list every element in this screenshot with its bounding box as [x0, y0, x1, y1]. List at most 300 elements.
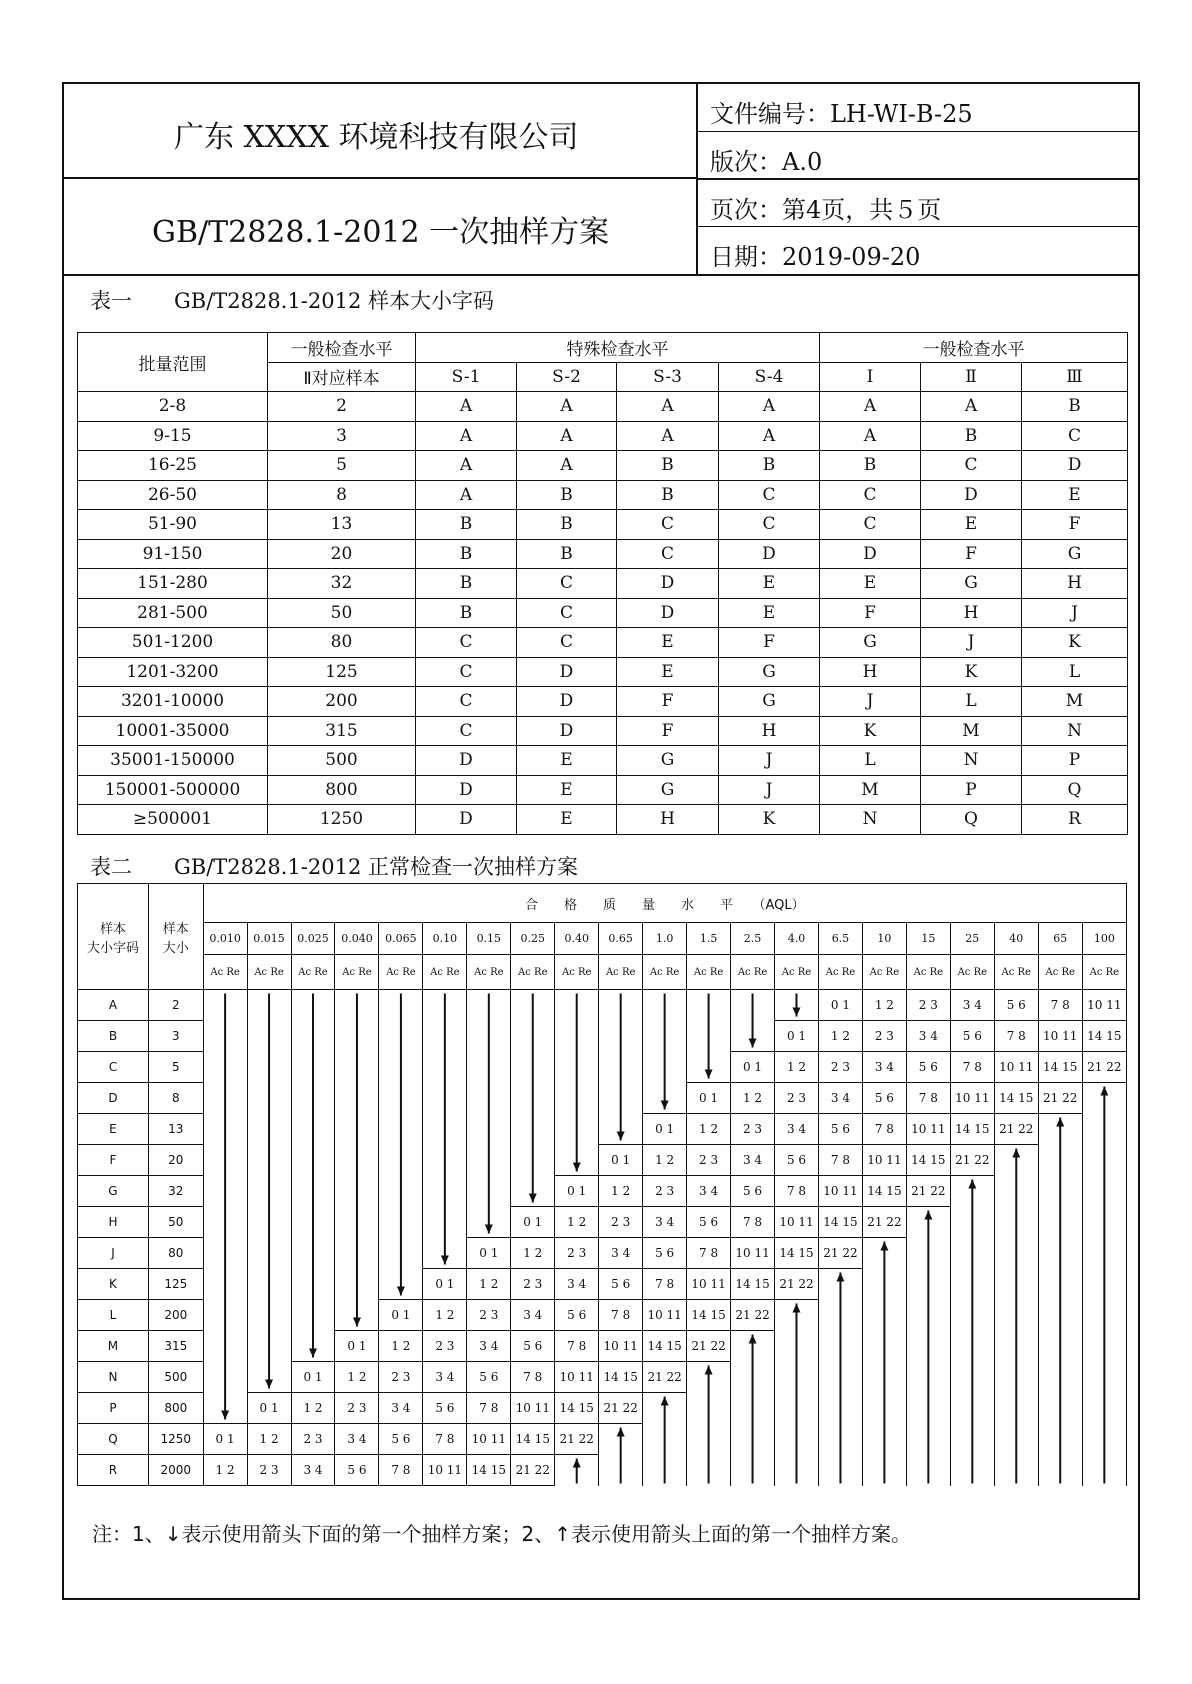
code-letter-cell: C — [617, 539, 719, 569]
plan-cell — [906, 1300, 950, 1331]
ac-re-plan-cell: 14 15 — [862, 1176, 906, 1207]
aql-value: 10 — [862, 923, 906, 955]
ac-re-header: Ac Re — [247, 955, 291, 990]
code-letter-cell: E — [820, 569, 921, 599]
plan-cell — [379, 1269, 423, 1300]
document-header — [64, 84, 1138, 274]
ac-re-plan-cell: 0 1 — [467, 1238, 511, 1269]
plan-cell — [335, 1300, 379, 1331]
ac-re-plan-cell: 14 15 — [1038, 1052, 1082, 1083]
table-row — [78, 392, 1128, 422]
plan-cell — [203, 1083, 247, 1114]
sample-size-cell: 125 — [148, 1269, 203, 1300]
ac-re-plan-cell: 7 8 — [818, 1145, 862, 1176]
code-letter-cell: L — [1022, 657, 1128, 687]
table-row — [78, 1176, 1127, 1207]
ac-re-plan-cell: 1 2 — [731, 1083, 775, 1114]
plan-cell — [291, 1114, 335, 1145]
ac-re-plan-cell: 14 15 — [994, 1083, 1038, 1114]
ac-re-header: Ac Re — [818, 955, 862, 990]
plan-cell — [555, 1083, 599, 1114]
ac-re-plan-cell: 2 3 — [906, 990, 950, 1021]
code-letter-cell: M — [78, 1331, 149, 1362]
ac-re-plan-cell: 5 6 — [379, 1424, 423, 1455]
plan-cell — [599, 1052, 643, 1083]
level-subheader: Ⅰ — [820, 362, 921, 392]
ac-re-plan-cell: 1 2 — [511, 1238, 555, 1269]
ac-re-plan-cell: 3 4 — [687, 1176, 731, 1207]
plan-cell — [599, 1114, 643, 1145]
document-number-cell — [698, 84, 1138, 132]
ac-re-header: Ac Re — [643, 955, 687, 990]
plan-cell — [1082, 1424, 1126, 1455]
ac-re-plan-cell: 0 1 — [291, 1362, 335, 1393]
code-letter-cell: C — [517, 569, 617, 599]
batch-range-cell: 3201-10000 — [78, 687, 268, 717]
ac-re-header: Ac Re — [687, 955, 731, 990]
aql-title-row — [78, 884, 1127, 923]
table-row — [78, 1238, 1127, 1269]
plan-cell — [1038, 1300, 1082, 1331]
code-letter-cell: G — [719, 657, 820, 687]
plan-cell — [906, 1424, 950, 1455]
plan-cell — [599, 1455, 643, 1486]
ac-re-header: Ac Re — [862, 955, 906, 990]
level-subheader: S-4 — [719, 362, 820, 392]
table-row — [78, 1300, 1127, 1331]
plan-cell — [203, 1114, 247, 1145]
plan-cell — [423, 1021, 467, 1052]
plan-cell — [1038, 1114, 1082, 1145]
ac-re-plan-cell: 10 11 — [775, 1207, 819, 1238]
aql-value: 0.15 — [467, 923, 511, 955]
plan-cell — [950, 1455, 994, 1486]
plan-cell — [467, 1114, 511, 1145]
ac-re-header: Ac Re — [950, 955, 994, 990]
plan-cell — [247, 1083, 291, 1114]
sample-size-cell: 80 — [148, 1238, 203, 1269]
ac-re-plan-cell: 7 8 — [379, 1455, 423, 1486]
ac-re-plan-cell: 10 11 — [906, 1114, 950, 1145]
code-letter-cell: C — [820, 480, 921, 510]
sample-size-cell: 50 — [148, 1207, 203, 1238]
plan-cell — [950, 1176, 994, 1207]
code-letter-cell: B — [78, 1021, 149, 1052]
code-letter-cell: B — [517, 539, 617, 569]
ac-re-plan-cell: 10 11 — [731, 1238, 775, 1269]
code-letter-cell: B — [416, 569, 517, 599]
sample-size-cell: 800 — [268, 775, 416, 805]
ac-re-plan-cell: 21 22 — [775, 1269, 819, 1300]
plan-cell — [599, 1021, 643, 1052]
batch-range-cell: 35001-150000 — [78, 746, 268, 776]
sample-size-cell: 5 — [268, 451, 416, 481]
plan-cell — [555, 990, 599, 1021]
ac-re-plan-cell: 3 4 — [335, 1424, 379, 1455]
plan-cell — [1082, 1393, 1126, 1424]
ac-re-plan-cell: 14 15 — [818, 1207, 862, 1238]
ac-re-plan-cell: 21 22 — [862, 1207, 906, 1238]
plan-cell — [994, 1269, 1038, 1300]
sample-size-cell: 13 — [268, 510, 416, 540]
plan-cell — [379, 1083, 423, 1114]
batch-range-cell: ≥500001 — [78, 805, 268, 835]
ac-re-plan-cell: 5 6 — [511, 1331, 555, 1362]
plan-cell — [1038, 1393, 1082, 1424]
ac-re-plan-cell: 5 6 — [467, 1362, 511, 1393]
ac-re-plan-cell: 1 2 — [599, 1176, 643, 1207]
ac-re-plan-cell: 21 22 — [1082, 1052, 1126, 1083]
plan-cell — [1082, 1362, 1126, 1393]
plan-cell — [247, 1021, 291, 1052]
plan-cell — [818, 1269, 862, 1300]
plan-cell — [291, 1269, 335, 1300]
plan-cell — [423, 1114, 467, 1145]
code-letter-header — [78, 884, 149, 990]
code-letter-cell: D — [921, 480, 1022, 510]
plan-cell — [994, 1455, 1038, 1486]
plan-cell — [599, 1083, 643, 1114]
plan-cell — [423, 1145, 467, 1176]
plan-cell — [247, 1207, 291, 1238]
code-letter-cell: B — [921, 421, 1022, 451]
code-letter-cell: C — [820, 510, 921, 540]
plan-cell — [335, 1114, 379, 1145]
code-letter-cell: H — [820, 657, 921, 687]
ac-re-plan-cell: 3 4 — [379, 1393, 423, 1424]
ac-re-plan-cell: 3 4 — [643, 1207, 687, 1238]
plan-cell — [862, 1238, 906, 1269]
code-letter-cell: A — [416, 421, 517, 451]
sample-size-cell: 5 — [148, 1052, 203, 1083]
ac-re-plan-cell: 3 4 — [555, 1269, 599, 1300]
code-letter-cell: R — [1022, 805, 1128, 835]
plan-cell — [862, 1393, 906, 1424]
table-row — [78, 1269, 1127, 1300]
ac-re-header: Ac Re — [467, 955, 511, 990]
plan-cell — [467, 1052, 511, 1083]
ac-re-header: Ac Re — [599, 955, 643, 990]
plan-cell — [775, 990, 819, 1021]
sample-size-cell: 200 — [148, 1300, 203, 1331]
table-row — [78, 1207, 1127, 1238]
plan-cell — [335, 1052, 379, 1083]
table-row — [78, 1331, 1127, 1362]
ac-re-plan-cell: 7 8 — [862, 1114, 906, 1145]
ac-re-plan-cell: 1 2 — [818, 1021, 862, 1052]
ac-re-plan-cell: 7 8 — [687, 1238, 731, 1269]
table-row — [78, 539, 1128, 569]
plan-cell — [247, 1300, 291, 1331]
table-row — [78, 746, 1128, 776]
code-letter-cell: C — [719, 510, 820, 540]
aql-value: 6.5 — [818, 923, 862, 955]
ac-re-plan-cell: 2 3 — [467, 1300, 511, 1331]
ac-re-header: Ac Re — [511, 955, 555, 990]
ac-re-plan-cell: 14 15 — [950, 1114, 994, 1145]
plan-cell — [335, 1238, 379, 1269]
plan-cell — [862, 1424, 906, 1455]
table-row — [78, 1083, 1127, 1114]
code-letter-cell: H — [78, 1207, 149, 1238]
ac-re-plan-cell: 10 11 — [818, 1176, 862, 1207]
plan-cell — [994, 1331, 1038, 1362]
plan-cell — [335, 1021, 379, 1052]
aql-value: 40 — [994, 923, 1038, 955]
sample-size-cell: 2000 — [148, 1455, 203, 1486]
plan-cell — [203, 1176, 247, 1207]
ac-re-plan-cell: 10 11 — [643, 1300, 687, 1331]
code-letter-cell: D — [416, 746, 517, 776]
ac-re-plan-cell: 21 22 — [818, 1238, 862, 1269]
table-row — [78, 421, 1128, 451]
ac-re-plan-cell: 1 2 — [555, 1207, 599, 1238]
code-letter-cell: A — [416, 480, 517, 510]
code-letter-cell: B — [416, 539, 517, 569]
plan-cell — [335, 990, 379, 1021]
plan-cell — [1038, 1424, 1082, 1455]
ac-re-plan-cell: 0 1 — [247, 1393, 291, 1424]
aql-value: 0.010 — [203, 923, 247, 955]
ac-re-plan-cell: 2 3 — [862, 1021, 906, 1052]
plan-cell — [818, 1300, 862, 1331]
plan-cell — [994, 1145, 1038, 1176]
ac-re-plan-cell: 10 11 — [467, 1424, 511, 1455]
table-row — [78, 687, 1128, 717]
ac-re-plan-cell: 1 2 — [291, 1393, 335, 1424]
ac-re-plan-cell: 14 15 — [555, 1393, 599, 1424]
plan-cell — [818, 1455, 862, 1486]
plan-cell — [818, 1362, 862, 1393]
code-letter-cell: B — [617, 480, 719, 510]
code-letter-cell: P — [921, 775, 1022, 805]
plan-cell — [555, 1021, 599, 1052]
plan-cell — [906, 1238, 950, 1269]
plan-cell — [950, 1331, 994, 1362]
plan-cell — [291, 1300, 335, 1331]
plan-cell — [379, 1052, 423, 1083]
ac-re-plan-cell: 0 1 — [555, 1176, 599, 1207]
sample-size-cell: 2 — [148, 990, 203, 1021]
code-letter-cell: J — [820, 687, 921, 717]
plan-cell — [950, 1238, 994, 1269]
ac-re-plan-cell: 10 11 — [1082, 990, 1126, 1021]
plan-cell — [467, 1083, 511, 1114]
ac-re-plan-cell: 21 22 — [599, 1393, 643, 1424]
code-letter-cell: A — [416, 392, 517, 422]
plan-cell — [379, 1145, 423, 1176]
plan-cell — [818, 1393, 862, 1424]
plan-cell — [1082, 1238, 1126, 1269]
ac-re-plan-cell: 21 22 — [1038, 1083, 1082, 1114]
ac-re-plan-cell: 21 22 — [511, 1455, 555, 1486]
code-letter-cell: H — [617, 805, 719, 835]
ac-re-header: Ac Re — [291, 955, 335, 990]
aql-value: 0.065 — [379, 923, 423, 955]
sample-size-cell: 8 — [268, 480, 416, 510]
plan-cell — [1038, 1145, 1082, 1176]
plan-cell — [423, 1207, 467, 1238]
ac-re-header: Ac Re — [775, 955, 819, 990]
ac-re-plan-cell: 3 4 — [906, 1021, 950, 1052]
plan-cell — [950, 1300, 994, 1331]
plan-cell — [291, 1176, 335, 1207]
ac-re-plan-cell: 14 15 — [467, 1455, 511, 1486]
ac-re-plan-cell: 1 2 — [687, 1114, 731, 1145]
code-letter-cell: C — [617, 510, 719, 540]
code-letter-cell: H — [921, 598, 1022, 628]
plan-cell — [511, 1114, 555, 1145]
code-letter-header-line1: 样本 — [99, 921, 126, 937]
plan-cell — [247, 1362, 291, 1393]
ac-re-plan-cell: 14 15 — [1082, 1021, 1126, 1052]
ac-re-plan-cell: 3 4 — [599, 1238, 643, 1269]
ac-re-plan-cell: 3 4 — [818, 1083, 862, 1114]
code-letter-cell: D — [517, 716, 617, 746]
code-letter-cell: D — [416, 805, 517, 835]
ac-re-plan-cell: 5 6 — [643, 1238, 687, 1269]
code-letter-cell: B — [820, 451, 921, 481]
ac-re-plan-cell: 0 1 — [203, 1424, 247, 1455]
plan-cell — [467, 1207, 511, 1238]
batch-range-cell: 26-50 — [78, 480, 268, 510]
code-letter-cell: B — [416, 510, 517, 540]
plan-cell — [203, 1269, 247, 1300]
sample-size-header — [148, 884, 203, 990]
plan-cell — [731, 1331, 775, 1362]
batch-range-cell: 151-280 — [78, 569, 268, 599]
code-letter-cell: G — [719, 687, 820, 717]
code-letter-cell: Q — [78, 1424, 149, 1455]
ac-re-plan-cell: 10 11 — [687, 1269, 731, 1300]
sample-size-cell: 8 — [148, 1083, 203, 1114]
code-letter-cell: B — [517, 510, 617, 540]
ac-re-plan-cell: 0 1 — [775, 1021, 819, 1052]
plan-cell — [511, 1145, 555, 1176]
plan-cell — [291, 1083, 335, 1114]
plan-cell — [643, 990, 687, 1021]
aql-value: 1.5 — [687, 923, 731, 955]
plan-cell — [291, 1021, 335, 1052]
plan-cell — [599, 990, 643, 1021]
plan-cell — [818, 1424, 862, 1455]
plan-cell — [335, 1083, 379, 1114]
ac-re-plan-cell: 5 6 — [599, 1269, 643, 1300]
company-name-cell — [64, 84, 698, 179]
ac-re-plan-cell: 7 8 — [555, 1331, 599, 1362]
code-letter-cell: A — [517, 392, 617, 422]
ac-re-plan-cell: 2 3 — [643, 1176, 687, 1207]
plan-cell — [203, 1052, 247, 1083]
ac-re-header: Ac Re — [906, 955, 950, 990]
ac-re-plan-cell: 7 8 — [599, 1300, 643, 1331]
code-letter-cell: L — [921, 687, 1022, 717]
ac-re-plan-cell: 1 2 — [862, 990, 906, 1021]
ac-re-plan-cell: 14 15 — [643, 1331, 687, 1362]
code-letter-cell: P — [78, 1393, 149, 1424]
special-level-header: 特殊检查水平 — [416, 333, 820, 363]
plan-cell — [906, 1207, 950, 1238]
ac-re-plan-cell: 14 15 — [906, 1145, 950, 1176]
ac-re-plan-cell: 2 3 — [511, 1269, 555, 1300]
ac-re-plan-cell: 7 8 — [731, 1207, 775, 1238]
ac-re-plan-cell: 7 8 — [643, 1269, 687, 1300]
code-letter-cell: F — [617, 716, 719, 746]
plan-cell — [203, 1021, 247, 1052]
aql-value: 0.25 — [511, 923, 555, 955]
code-letter-cell: B — [1022, 392, 1128, 422]
level-subheader: Ⅱ — [921, 362, 1022, 392]
plan-cell — [555, 1455, 599, 1486]
aql-value: 15 — [906, 923, 950, 955]
ac-re-plan-cell: 0 1 — [818, 990, 862, 1021]
sample-size-cell: 125 — [268, 657, 416, 687]
plan-cell — [775, 1300, 819, 1331]
ac-re-plan-cell: 3 4 — [775, 1114, 819, 1145]
code-letter-cell: M — [820, 775, 921, 805]
aql-value: 0.40 — [555, 923, 599, 955]
code-letter-cell: H — [1022, 569, 1128, 599]
level-subheader: S-3 — [617, 362, 719, 392]
plan-cell — [862, 1331, 906, 1362]
plan-cell — [1082, 1331, 1126, 1362]
table-row — [78, 628, 1128, 658]
code-letter-cell: D — [517, 657, 617, 687]
code-letter-cell: L — [820, 746, 921, 776]
version: 版次：A.0 — [710, 147, 823, 176]
plan-cell — [994, 1393, 1038, 1424]
ac-re-plan-cell: 14 15 — [731, 1269, 775, 1300]
code-letter-cell: N — [1022, 716, 1128, 746]
table-row — [78, 1362, 1127, 1393]
aql-value-row — [78, 923, 1127, 955]
plan-cell — [379, 1238, 423, 1269]
aql-title: 合 格 质 量 水 平 （AQL） — [203, 884, 1126, 923]
ac-re-plan-cell: 3 4 — [467, 1331, 511, 1362]
code-letter-cell: K — [820, 716, 921, 746]
plan-cell — [950, 1207, 994, 1238]
plan-cell — [862, 1300, 906, 1331]
ac-re-plan-cell: 5 6 — [731, 1176, 775, 1207]
plan-cell — [862, 1269, 906, 1300]
plan-cell — [291, 1052, 335, 1083]
ac-re-plan-cell: 5 6 — [335, 1455, 379, 1486]
code-letter-cell: Q — [1022, 775, 1128, 805]
aql-value: 65 — [1038, 923, 1082, 955]
company-name: 广东 XXXX 环境科技有限公司 — [174, 120, 579, 155]
plan-cell — [467, 1145, 511, 1176]
plan-cell — [862, 1455, 906, 1486]
plan-cell — [643, 1052, 687, 1083]
sample-size-cell: 50 — [268, 598, 416, 628]
ac-re-plan-cell: 5 6 — [994, 990, 1038, 1021]
plan-cell — [687, 1455, 731, 1486]
plan-cell — [687, 1021, 731, 1052]
code-letter-cell: B — [617, 451, 719, 481]
plan-cell — [247, 1145, 291, 1176]
plan-cell — [291, 1238, 335, 1269]
plan-cell — [994, 1424, 1038, 1455]
code-letter-cell: R — [78, 1455, 149, 1486]
aql-value: 4.0 — [775, 923, 819, 955]
plan-cell — [950, 1269, 994, 1300]
ac-re-plan-cell: 3 4 — [291, 1455, 335, 1486]
ac-re-header: Ac Re — [379, 955, 423, 990]
plan-cell — [1082, 1207, 1126, 1238]
plan-cell — [511, 1176, 555, 1207]
plan-cell — [731, 1424, 775, 1455]
ac-re-plan-cell: 3 4 — [950, 990, 994, 1021]
